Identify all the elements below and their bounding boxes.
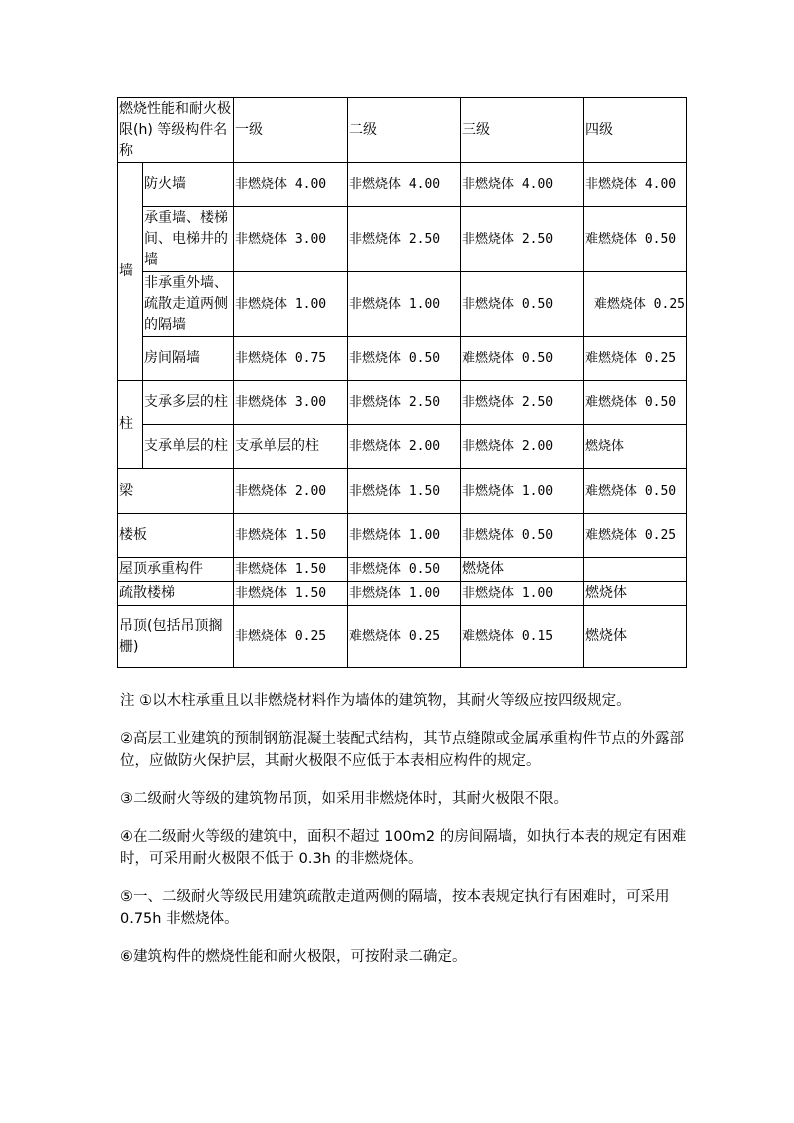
cell-grade-3: 燃烧体 bbox=[461, 558, 584, 582]
cell-grade-4: 难燃烧体 0.50 bbox=[584, 207, 687, 272]
cell-grade-4 bbox=[584, 558, 687, 582]
table-row bbox=[118, 606, 687, 668]
cell-grade-2: 非燃烧体 2.50 bbox=[348, 381, 461, 425]
cell-grade-1: 非燃烧体 1.00 bbox=[234, 272, 348, 337]
row-name: 支承单层的柱 bbox=[143, 425, 234, 469]
note-2: ②高层工业建筑的预制钢筋混凝土装配式结构，其节点缝隙或金属承重构件节点的外露部位，应做防火保护层，其耐火极限不应低于本表相应构件的规定。 bbox=[120, 731, 684, 769]
table-row bbox=[118, 425, 687, 469]
cell-grade-1: 支承单层的柱 bbox=[234, 425, 348, 469]
row-name: 防火墙 bbox=[143, 163, 234, 207]
cell-grade-2: 难燃烧体 0.25 bbox=[348, 606, 461, 668]
cell-grade-3: 非燃烧体 1.00 bbox=[461, 582, 584, 606]
header-grade-3: 三级 bbox=[461, 98, 584, 163]
cell-grade-3: 非燃烧体 2.00 bbox=[461, 425, 584, 469]
table-header-row bbox=[118, 98, 687, 163]
row-name: 梁 bbox=[118, 469, 234, 514]
cell-grade-4: 难燃烧体 0.25 bbox=[584, 514, 687, 558]
row-name: 吊顶(包括吊顶搁栅) bbox=[118, 606, 234, 668]
row-name: 非承重外墙、疏散走道两侧的隔墙 bbox=[143, 272, 234, 337]
cell-grade-3: 非燃烧体 0.50 bbox=[461, 514, 584, 558]
table-row bbox=[118, 469, 687, 514]
table-row bbox=[118, 514, 687, 558]
row-name: 屋顶承重构件 bbox=[118, 558, 234, 582]
cell-grade-2: 非燃烧体 1.00 bbox=[348, 272, 461, 337]
note-3: ③二级耐火等级的建筑物吊顶，如采用非燃烧体时，其耐火极限不限。 bbox=[120, 791, 568, 807]
cell-grade-4: 难燃烧体 0.25 bbox=[584, 272, 687, 337]
cell-grade-1: 非燃烧体 0.75 bbox=[234, 337, 348, 381]
cell-grade-4: 难燃烧体 0.50 bbox=[584, 381, 687, 425]
table-row bbox=[118, 381, 687, 425]
header-grade-2: 二级 bbox=[348, 98, 461, 163]
fire-resistance-table bbox=[117, 97, 687, 668]
note-6: ⑥建筑构件的燃烧性能和耐火极限，可按附录二确定。 bbox=[120, 949, 467, 965]
cell-grade-3: 非燃烧体 4.00 bbox=[461, 163, 584, 207]
header-grade-4: 四级 bbox=[584, 98, 687, 163]
cell-grade-1: 非燃烧体 4.00 bbox=[234, 163, 348, 207]
cell-grade-2: 非燃烧体 0.50 bbox=[348, 558, 461, 582]
cell-grade-3: 非燃烧体 2.50 bbox=[461, 207, 584, 272]
cell-grade-1: 非燃烧体 2.00 bbox=[234, 469, 348, 514]
table-row bbox=[118, 582, 687, 606]
row-name: 承重墙、楼梯间、电梯井的墙 bbox=[143, 207, 234, 272]
cell-grade-4: 非燃烧体 4.00 bbox=[584, 163, 687, 207]
header-grade-1: 一级 bbox=[234, 98, 348, 163]
row-name: 疏散楼梯 bbox=[118, 582, 234, 606]
cell-grade-2: 非燃烧体 1.00 bbox=[348, 514, 461, 558]
cell-grade-3: 非燃烧体 2.50 bbox=[461, 381, 584, 425]
table-row bbox=[118, 163, 687, 207]
row-name: 房间隔墙 bbox=[143, 337, 234, 381]
cell-grade-4: 难燃烧体 0.50 bbox=[584, 469, 687, 514]
cell-grade-1: 非燃烧体 1.50 bbox=[234, 558, 348, 582]
cell-grade-1: 非燃烧体 0.25 bbox=[234, 606, 348, 668]
table-row bbox=[118, 272, 687, 337]
cell-grade-4: 燃烧体 bbox=[584, 606, 687, 668]
table-row bbox=[118, 337, 687, 381]
cell-grade-2: 非燃烧体 0.50 bbox=[348, 337, 461, 381]
note-5: ⑤一、二级耐火等级民用建筑疏散走道两侧的隔墙，按本表规定执行有困难时，可采用 0.75h 非燃烧体。 bbox=[120, 889, 670, 927]
cell-grade-3: 非燃烧体 0.50 bbox=[461, 272, 584, 337]
row-name: 楼板 bbox=[118, 514, 234, 558]
cell-grade-3: 难燃烧体 0.15 bbox=[461, 606, 584, 668]
cell-grade-4: 难燃烧体 0.25 bbox=[584, 337, 687, 381]
cell-grade-2: 非燃烧体 2.50 bbox=[348, 207, 461, 272]
cell-grade-2: 非燃烧体 1.50 bbox=[348, 469, 461, 514]
cell-grade-4: 燃烧体 bbox=[584, 425, 687, 469]
cell-grade-2: 非燃烧体 2.00 bbox=[348, 425, 461, 469]
cell-grade-2: 非燃烧体 1.00 bbox=[348, 582, 461, 606]
note-1: 注 ①以木柱承重且以非燃烧材料作为墙体的建筑物，其耐火等级应按四级规定。 bbox=[120, 693, 631, 709]
cell-grade-2: 非燃烧体 4.00 bbox=[348, 163, 461, 207]
table-row bbox=[118, 207, 687, 272]
group-label-wall: 墙 bbox=[118, 163, 143, 381]
row-name: 支承多层的柱 bbox=[143, 381, 234, 425]
notes-section bbox=[120, 690, 690, 984]
cell-grade-1: 非燃烧体 3.00 bbox=[234, 381, 348, 425]
cell-grade-3: 难燃烧体 0.50 bbox=[461, 337, 584, 381]
cell-grade-1: 非燃烧体 1.50 bbox=[234, 582, 348, 606]
cell-grade-3: 非燃烧体 1.00 bbox=[461, 469, 584, 514]
header-component-label: 燃烧性能和耐火极限(h) 等级构件名称 bbox=[118, 98, 234, 163]
note-4: ④在二级耐火等级的建筑中，面积不超过 100m2 的房间隔墙，如执行本表的规定有困难时，可采用耐火极限不低于 0.3h 的非燃烧体。 bbox=[120, 829, 687, 867]
table-row bbox=[118, 558, 687, 582]
group-label-column: 柱 bbox=[118, 381, 143, 469]
cell-grade-4: 燃烧体 bbox=[584, 582, 687, 606]
cell-grade-1: 非燃烧体 1.50 bbox=[234, 514, 348, 558]
cell-grade-1: 非燃烧体 3.00 bbox=[234, 207, 348, 272]
